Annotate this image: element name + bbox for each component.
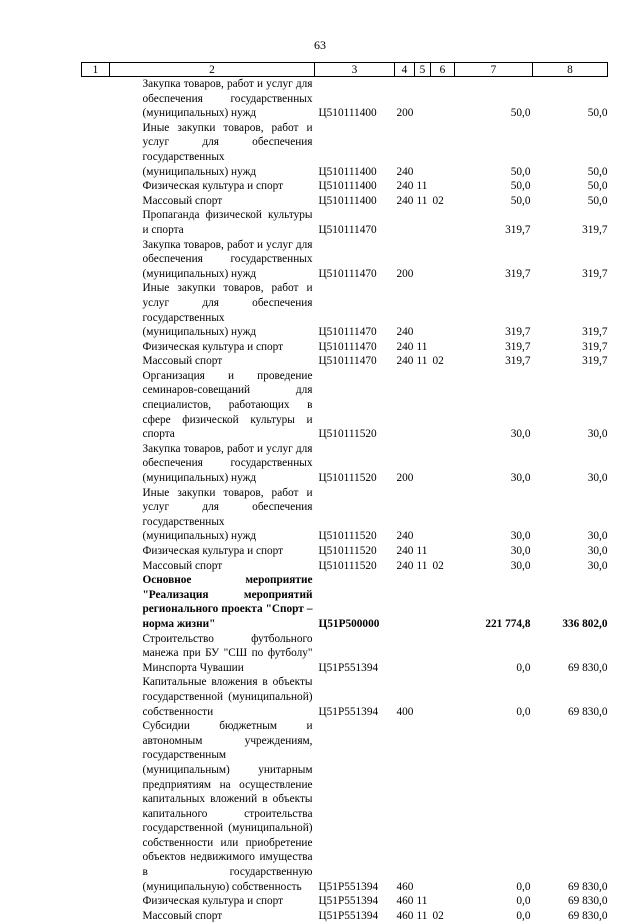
item-name-cell: Массовый спорт [110, 354, 315, 369]
column-header-1: 1 [82, 63, 110, 77]
subsection-cell [431, 573, 455, 631]
item-name-cell: Массовый спорт [110, 194, 315, 209]
table-row [82, 179, 608, 194]
section-cell [415, 486, 431, 544]
section-cell: 11 [415, 559, 431, 574]
amount-year-1-cell: 319,7 [455, 340, 533, 355]
item-name-cell: Капитальные вложения в объекты государственной (муниципальной) собственности [110, 675, 315, 719]
amount-year-2-cell: 69 830,0 [533, 909, 608, 923]
expense-type-cell: 460 [395, 909, 415, 923]
table-row [82, 675, 608, 719]
amount-year-1-cell: 319,7 [455, 281, 533, 339]
expense-type-cell: 240 [395, 281, 415, 339]
section-cell [415, 442, 431, 486]
row-number-cell [82, 894, 110, 909]
subsection-cell [431, 719, 455, 894]
table-row [82, 544, 608, 559]
expense-type-cell: 460 [395, 719, 415, 894]
item-name-cell: Субсидии бюджетным и автономным учреждениям, государственным (муниципальным) унитарным предприятиям на осуществление капитальных вложений в объекты капитального строительства государственной (муниципальной) собственности или приобретение объектов недвижимого имущества в государственную (муниципальную) собственность [110, 719, 315, 894]
amount-year-1-cell: 50,0 [455, 179, 533, 194]
table-row [82, 77, 608, 121]
section-cell: 11 [415, 894, 431, 909]
amount-year-1-cell: 30,0 [455, 544, 533, 559]
amount-year-2-cell: 50,0 [533, 77, 608, 121]
section-cell [415, 281, 431, 339]
subsection-cell [431, 544, 455, 559]
row-number-cell [82, 719, 110, 894]
subsection-cell [431, 121, 455, 179]
expense-type-cell: 240 [395, 559, 415, 574]
item-name-cell: Физическая культура и спорт [110, 179, 315, 194]
table-row [82, 486, 608, 544]
subsection-cell: 02 [431, 559, 455, 574]
column-header-5: 5 [415, 63, 431, 77]
section-cell [415, 369, 431, 442]
expense-type-cell: 200 [395, 238, 415, 282]
column-header-6: 6 [431, 63, 455, 77]
target-code-cell: Ц510111520 [315, 544, 395, 559]
table-row [82, 281, 608, 339]
expense-type-cell: 240 [395, 340, 415, 355]
row-number-cell [82, 909, 110, 923]
row-number-cell [82, 369, 110, 442]
subsection-cell: 02 [431, 194, 455, 209]
target-code-cell: Ц510111470 [315, 208, 395, 237]
row-number-cell [82, 354, 110, 369]
expense-type-cell: 200 [395, 442, 415, 486]
table-row [82, 354, 608, 369]
item-name-cell: Физическая культура и спорт [110, 894, 315, 909]
section-cell [415, 719, 431, 894]
subsection-cell [431, 208, 455, 237]
section-cell: 11 [415, 544, 431, 559]
amount-year-2-cell: 319,7 [533, 340, 608, 355]
subsection-cell [431, 486, 455, 544]
target-code-cell: Ц51Р551394 [315, 909, 395, 923]
amount-year-2-cell: 50,0 [533, 179, 608, 194]
table-row [82, 238, 608, 282]
amount-year-1-cell: 30,0 [455, 559, 533, 574]
section-cell: 11 [415, 340, 431, 355]
table-row [82, 340, 608, 355]
row-number-cell [82, 179, 110, 194]
target-code-cell: Ц510111400 [315, 121, 395, 179]
amount-year-2-cell: 69 830,0 [533, 675, 608, 719]
amount-year-1-cell: 30,0 [455, 369, 533, 442]
expense-type-cell: 240 [395, 121, 415, 179]
amount-year-1-cell: 319,7 [455, 354, 533, 369]
subsection-cell [431, 281, 455, 339]
amount-year-1-cell: 50,0 [455, 194, 533, 209]
amount-year-2-cell: 319,7 [533, 208, 608, 237]
column-header-4: 4 [395, 63, 415, 77]
amount-year-1-cell: 0,0 [455, 632, 533, 676]
column-header-7: 7 [455, 63, 533, 77]
item-name-cell: Строительство футбольного манежа при БУ "СШ по футболу" Минспорта Чувашии [110, 632, 315, 676]
section-cell: 11 [415, 354, 431, 369]
target-code-cell: Ц510111520 [315, 369, 395, 442]
target-code-cell: Ц510111520 [315, 486, 395, 544]
subsection-cell [431, 442, 455, 486]
amount-year-2-cell: 319,7 [533, 281, 608, 339]
expense-type-cell: 240 [395, 179, 415, 194]
table-row [82, 909, 608, 923]
expense-type-cell [395, 369, 415, 442]
row-number-cell [82, 121, 110, 179]
row-number-cell [82, 544, 110, 559]
subsection-cell [431, 340, 455, 355]
table-row [82, 121, 608, 179]
budget-table [81, 62, 608, 923]
target-code-cell: Ц510111470 [315, 238, 395, 282]
item-name-cell: Массовый спорт [110, 559, 315, 574]
amount-year-2-cell: 30,0 [533, 486, 608, 544]
section-cell [415, 573, 431, 631]
row-number-cell [82, 281, 110, 339]
item-name-cell: Иные закупки товаров, работ и услуг для обеспечения государственных (муниципальных) нужд [110, 486, 315, 544]
subsection-cell [431, 77, 455, 121]
expense-type-cell: 240 [395, 354, 415, 369]
target-code-cell: Ц51Р551394 [315, 894, 395, 909]
target-code-cell: Ц510111470 [315, 340, 395, 355]
item-name-cell: Физическая культура и спорт [110, 544, 315, 559]
amount-year-1-cell: 0,0 [455, 909, 533, 923]
subsection-cell [431, 238, 455, 282]
expense-type-cell: 240 [395, 486, 415, 544]
target-code-cell: Ц51Р551394 [315, 719, 395, 894]
target-code-cell: Ц510111520 [315, 442, 395, 486]
table-row [82, 442, 608, 486]
amount-year-2-cell: 50,0 [533, 121, 608, 179]
item-name-cell: Основное мероприятие "Реализация мероприятий регионального проекта "Спорт – норма жизни" [110, 573, 315, 631]
amount-year-1-cell: 319,7 [455, 238, 533, 282]
amount-year-1-cell: 30,0 [455, 442, 533, 486]
subsection-cell [431, 179, 455, 194]
amount-year-2-cell: 30,0 [533, 559, 608, 574]
target-code-cell: Ц51Р500000 [315, 573, 395, 631]
subsection-cell: 02 [431, 354, 455, 369]
row-number-cell [82, 208, 110, 237]
table-row [82, 573, 608, 631]
amount-year-1-cell: 50,0 [455, 121, 533, 179]
target-code-cell: Ц510111470 [315, 354, 395, 369]
expense-type-cell: 400 [395, 675, 415, 719]
section-cell [415, 77, 431, 121]
row-number-cell [82, 486, 110, 544]
item-name-cell: Пропаганда физической культуры и спорта [110, 208, 315, 237]
item-name-cell: Иные закупки товаров, работ и услуг для обеспечения государственных (муниципальных) нужд [110, 281, 315, 339]
amount-year-2-cell: 30,0 [533, 442, 608, 486]
page-number: 63 [0, 38, 640, 53]
amount-year-2-cell: 319,7 [533, 238, 608, 282]
section-cell: 11 [415, 194, 431, 209]
section-cell [415, 675, 431, 719]
subsection-cell [431, 894, 455, 909]
table-row [82, 559, 608, 574]
subsection-cell: 02 [431, 909, 455, 923]
amount-year-1-cell: 0,0 [455, 719, 533, 894]
table-row [82, 894, 608, 909]
item-name-cell: Закупка товаров, работ и услуг для обеспечения государственных (муниципальных) нужд [110, 77, 315, 121]
table-header-row [82, 63, 608, 77]
section-cell [415, 121, 431, 179]
amount-year-2-cell: 30,0 [533, 544, 608, 559]
row-number-cell [82, 340, 110, 355]
target-code-cell: Ц510111400 [315, 194, 395, 209]
expense-type-cell [395, 573, 415, 631]
item-name-cell: Физическая культура и спорт [110, 340, 315, 355]
amount-year-2-cell: 336 802,0 [533, 573, 608, 631]
amount-year-1-cell: 221 774,8 [455, 573, 533, 631]
row-number-cell [82, 632, 110, 676]
item-name-cell: Иные закупки товаров, работ и услуг для обеспечения государственных (муниципальных) нужд [110, 121, 315, 179]
item-name-cell: Массовый спорт [110, 909, 315, 923]
table-row [82, 194, 608, 209]
amount-year-2-cell: 319,7 [533, 354, 608, 369]
section-cell [415, 238, 431, 282]
subsection-cell [431, 675, 455, 719]
column-header-3: 3 [315, 63, 395, 77]
section-cell [415, 632, 431, 676]
item-name-cell: Закупка товаров, работ и услуг для обеспечения государственных (муниципальных) нужд [110, 238, 315, 282]
table-row [82, 369, 608, 442]
amount-year-2-cell: 69 830,0 [533, 719, 608, 894]
row-number-cell [82, 559, 110, 574]
item-name-cell: Организация и проведение семинаров-совещаний для специалистов, работающих в сфере физической культуры и спорта [110, 369, 315, 442]
amount-year-1-cell: 30,0 [455, 486, 533, 544]
target-code-cell: Ц510111400 [315, 179, 395, 194]
expense-type-cell: 460 [395, 894, 415, 909]
amount-year-2-cell: 69 830,0 [533, 632, 608, 676]
amount-year-1-cell: 0,0 [455, 894, 533, 909]
table-row [82, 632, 608, 676]
table-row [82, 208, 608, 237]
column-header-8: 8 [533, 63, 608, 77]
column-header-2: 2 [110, 63, 315, 77]
amount-year-1-cell: 319,7 [455, 208, 533, 237]
amount-year-1-cell: 0,0 [455, 675, 533, 719]
expense-type-cell: 200 [395, 77, 415, 121]
section-cell: 11 [415, 909, 431, 923]
table-row [82, 719, 608, 894]
table-body [82, 77, 608, 923]
expense-type-cell [395, 632, 415, 676]
target-code-cell: Ц510111470 [315, 281, 395, 339]
row-number-cell [82, 442, 110, 486]
amount-year-1-cell: 50,0 [455, 77, 533, 121]
row-number-cell [82, 194, 110, 209]
expense-type-cell: 240 [395, 194, 415, 209]
item-name-cell: Закупка товаров, работ и услуг для обеспечения государственных (муниципальных) нужд [110, 442, 315, 486]
row-number-cell [82, 238, 110, 282]
section-cell: 11 [415, 179, 431, 194]
target-code-cell: Ц51Р551394 [315, 632, 395, 676]
subsection-cell [431, 369, 455, 442]
amount-year-2-cell: 69 830,0 [533, 894, 608, 909]
expense-type-cell: 240 [395, 544, 415, 559]
expense-type-cell [395, 208, 415, 237]
section-cell [415, 208, 431, 237]
row-number-cell [82, 675, 110, 719]
amount-year-2-cell: 50,0 [533, 194, 608, 209]
subsection-cell [431, 632, 455, 676]
amount-year-2-cell: 30,0 [533, 369, 608, 442]
target-code-cell: Ц510111400 [315, 77, 395, 121]
row-number-cell [82, 573, 110, 631]
target-code-cell: Ц510111520 [315, 559, 395, 574]
row-number-cell [82, 77, 110, 121]
target-code-cell: Ц51Р551394 [315, 675, 395, 719]
